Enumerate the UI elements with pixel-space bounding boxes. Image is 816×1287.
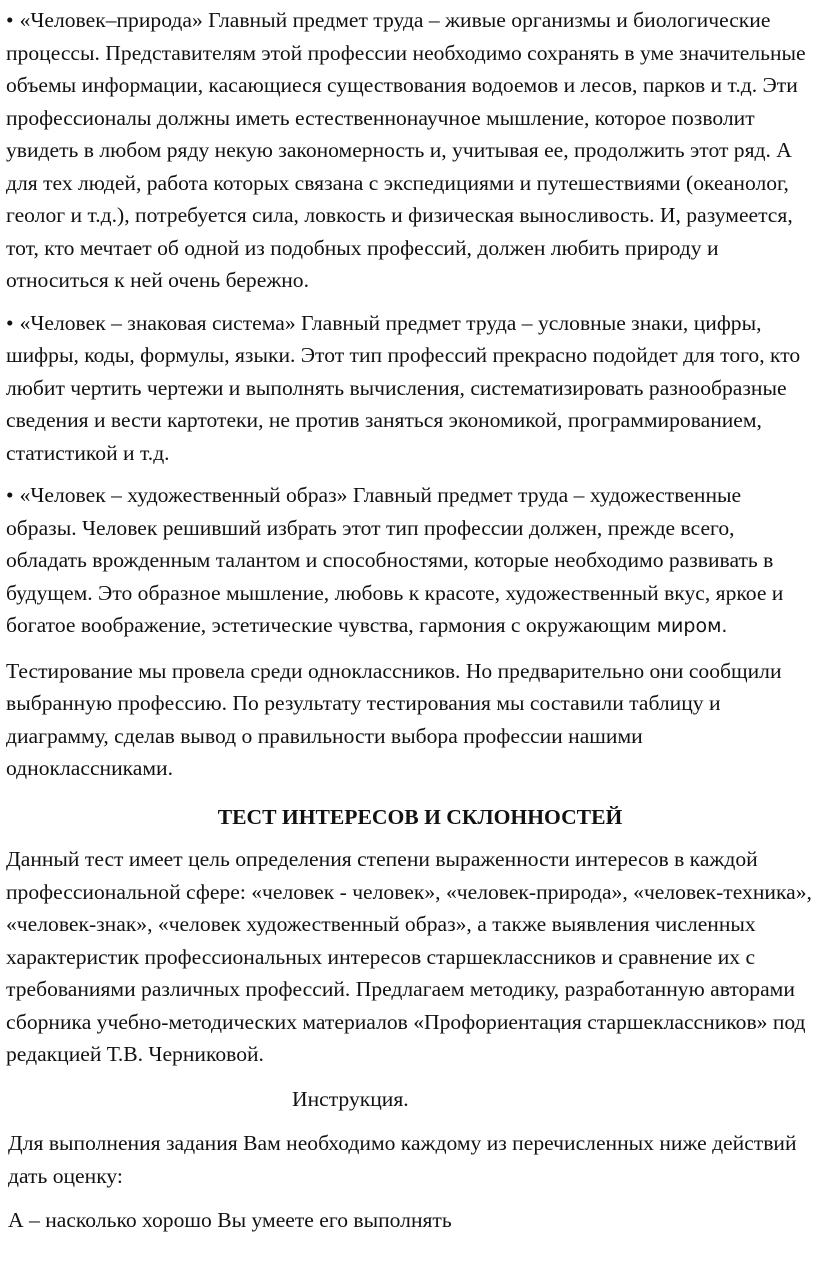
testing-paragraph: Тестирование мы провела среди одноклассников. Но предварительно они сообщили выбранную профессию. По результату тестирования мы составили таблицу и диаграмму, сделав вывод о правильности выбора профессии нашими одноклассниками. <box>6 658 782 780</box>
instruction-paragraph: Для выполнения задания Вам необходимо каждому из перечисленных ниже действий дать оценку: <box>8 1131 797 1188</box>
bullet-text: «Человек–природа» Главный предмет труда – живые организмы и биологические процессы. Представителям этой профессии необходимо сохранять в уме значительные объемы информации, касающиеся существования водоемов и лесов, парков и т.д. Эти профессионалы должны иметь естественнонаучное мышление, которое позволит увидеть в любом ряду некую закономерность и, учитывая ее, продолжить этот ряд. А для тех людей, работа которых связана с экспедициями и путешествиями (океанолог, геолог и т.д.), потребуется сила, ловкость и физическая выносливость. И, разумеется, тот, кто мечтает об одной из подобных профессий, должен любить природу и относиться к ней очень бережно. <box>6 8 806 292</box>
bullet-text-tail: миром. <box>650 615 728 637</box>
instruction-title: Инструкция. <box>292 1086 409 1111</box>
bullet-dot-icon: • <box>6 8 14 32</box>
test-description-paragraph: Данный тест имеет цель определения степени выраженности интересов в каждой профессиональной сфере: «человек - человек», «человек-природа», «человек-техника», «человек-знак», «человек художественный образ», а также выявления численных характеристик профессиональных интересов старшеклассников и сравнение их с требованиями различных профессий. Предлагаем методику, разработанную авторами сборника учебно-методических материалов «Профориентация старшеклассников» под редакцией Т.В. Черниковой. <box>6 847 812 1066</box>
document-page <box>6 4 814 1237</box>
bullet-human-sign-system <box>6 307 814 470</box>
bullet-human-art-image <box>6 479 814 643</box>
section-heading: ТЕСТ ИНТЕРЕСОВ И СКЛОННОСТЕЙ <box>217 804 623 829</box>
bullet-dot-icon: • <box>6 310 14 335</box>
bullet-human-nature <box>6 4 814 297</box>
bullet-text: «Человек – художественный образ» Главный предмет труда – художественные образы. Человек решивший избрать этот тип профессии должен, прежде всего, обладать врожденным талантом и способностями, которые необходимо развивать в будущем. Это образное мышление, любовь к красоте, художественный вкус, яркое и богатое воображение, эстетические чувства, гармония с окружающим <box>6 483 784 637</box>
instruction-item-a: А – насколько хорошо Вы умеете его выполнять <box>8 1208 452 1232</box>
bullet-text: «Человек – знаковая система» Главный предмет труда – условные знаки, цифры, шифры, коды, формулы, языки. Этот тип профессий прекрасно подойдет для того, кто любит чертить чертежи и выполнять вычисления, систематизировать разнообразные сведения и вести картотеки, не против заняться экономикой, программированием, статистикой и т.д. <box>6 310 801 465</box>
bullet-dot-icon: • <box>6 483 14 507</box>
